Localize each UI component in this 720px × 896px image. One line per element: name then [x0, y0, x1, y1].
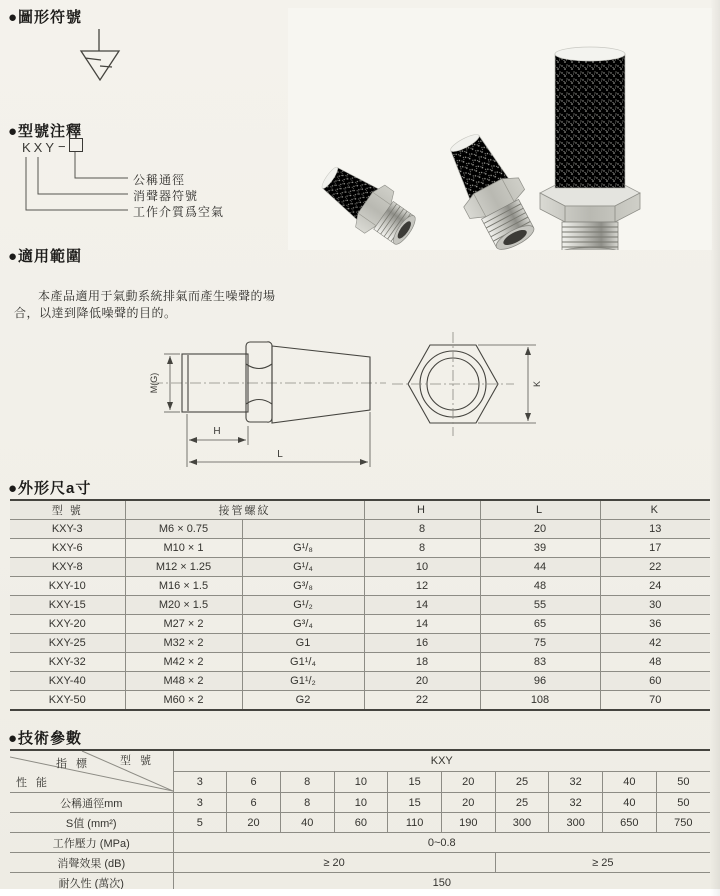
cell-thread-g: G1¹/₂: [242, 672, 364, 691]
cell-model: KXY-50: [10, 691, 125, 711]
cell-k: 42: [600, 634, 710, 653]
tech-row-s-value: [10, 813, 710, 833]
cell-model: KXY-20: [10, 615, 125, 634]
dimension-drawing: [140, 330, 580, 478]
corner-label-performance: 性 能: [16, 777, 51, 789]
size-header: 8: [280, 772, 334, 793]
table-row: [10, 653, 710, 672]
size-header: 3: [173, 772, 227, 793]
cell-thread-g: G³/₄: [242, 615, 364, 634]
cell-thread-g: G2: [242, 691, 364, 711]
cell-value: 25: [495, 793, 549, 813]
cell-l: 44: [480, 558, 600, 577]
cell-value: 300: [549, 813, 603, 833]
cell-noise-a: ≥ 20: [173, 853, 495, 873]
cell-k: 13: [600, 520, 710, 539]
cell-h: 14: [364, 615, 480, 634]
size-header: 32: [549, 772, 603, 793]
cell-l: 96: [480, 672, 600, 691]
silencer-symbol-icon: [55, 28, 147, 90]
cell-durability: 150: [173, 873, 710, 894]
size-header: 6: [227, 772, 281, 793]
cell-model: KXY-10: [10, 577, 125, 596]
section-title-model-notation: ●型號注釋: [8, 123, 83, 140]
dim-label-h: H: [213, 426, 221, 437]
cell-thread-m: M16 × 1.5: [125, 577, 242, 596]
header-h: H: [364, 500, 480, 520]
corner-label-model: 型 號: [120, 755, 155, 767]
model-code: KXY: [22, 140, 58, 155]
cell-value: 300: [495, 813, 549, 833]
cell-h: 22: [364, 691, 480, 711]
cell-h: 8: [364, 520, 480, 539]
model-dash: −: [58, 139, 66, 154]
notation-label-medium: 工作介質爲空氣: [133, 205, 225, 219]
cell-k: 60: [600, 672, 710, 691]
dim-label-k: K: [532, 380, 542, 388]
cell-thread-g: G¹/₄: [242, 558, 364, 577]
series-header: KXY: [173, 750, 710, 772]
cell-value: 40: [603, 793, 657, 813]
notation-label-symbol: 消聲器符號: [133, 189, 199, 203]
row-label: 耐久性 (萬次): [10, 873, 173, 894]
cell-thread-m: M42 × 2: [125, 653, 242, 672]
table-row: [10, 577, 710, 596]
tech-header-row-1: [10, 750, 710, 772]
header-k: K: [600, 500, 710, 520]
side-view: [152, 342, 386, 423]
cell-value: 5: [173, 813, 227, 833]
cell-k: 24: [600, 577, 710, 596]
page-bottom-margin: [0, 889, 720, 896]
cell-thread-g: G1: [242, 634, 364, 653]
cell-pressure-range: 0~0.8: [173, 833, 710, 853]
cell-thread-g: [242, 520, 364, 539]
cell-value: 40: [280, 813, 334, 833]
cell-model: KXY-40: [10, 672, 125, 691]
dim-label-l: L: [277, 449, 283, 460]
cell-thread-m: M48 × 2: [125, 672, 242, 691]
tech-row-pressure: [10, 833, 710, 853]
cell-l: 83: [480, 653, 600, 672]
cell-thread-m: M6 × 0.75: [125, 520, 242, 539]
cell-model: KXY-25: [10, 634, 125, 653]
cell-k: 30: [600, 596, 710, 615]
size-header: 10: [334, 772, 388, 793]
cell-k: 22: [600, 558, 710, 577]
cell-l: 75: [480, 634, 600, 653]
tech-row-noise: [10, 853, 710, 873]
table-row: [10, 558, 710, 577]
cell-model: KXY-32: [10, 653, 125, 672]
cell-l: 48: [480, 577, 600, 596]
cell-value: 650: [603, 813, 657, 833]
cell-l: 20: [480, 520, 600, 539]
notation-label-bore: 公稱通徑: [133, 173, 186, 187]
model-notation-diagram: [0, 135, 410, 227]
cell-k: 36: [600, 615, 710, 634]
cell-h: 14: [364, 596, 480, 615]
cell-h: 16: [364, 634, 480, 653]
application-range-text: 本產品適用于氣動系統排氣而產生噪聲的場合，以達到降低噪聲的目的。: [14, 289, 276, 320]
table-row: [10, 615, 710, 634]
size-header: 20: [441, 772, 495, 793]
cell-thread-m: M60 × 2: [125, 691, 242, 711]
row-label: 工作壓力 (MPa): [10, 833, 173, 853]
corner-header-cell: [10, 750, 173, 793]
cell-thread-m: M27 × 2: [125, 615, 242, 634]
row-label: 公稱通徑mm: [10, 793, 173, 813]
cell-thread-g: G1¹/₄: [242, 653, 364, 672]
section-title-application-range: ●適用範圍: [8, 248, 83, 265]
tech-row-bore: [10, 793, 710, 813]
dim-label-mg: M(G): [149, 372, 159, 394]
cell-l: 55: [480, 596, 600, 615]
dimensions-table: [10, 499, 710, 711]
row-label: 消聲效果 (dB): [10, 853, 173, 873]
header-model: 型 號: [10, 500, 125, 520]
header-l: L: [480, 500, 600, 520]
cell-value: 32: [549, 793, 603, 813]
cell-thread-m: M12 × 1.25: [125, 558, 242, 577]
cell-value: 20: [441, 793, 495, 813]
cell-noise-b: ≥ 25: [495, 853, 710, 873]
header-thread: 接管螺紋: [125, 500, 364, 520]
section-title-tech-params: ●技術參數: [8, 730, 83, 747]
cell-model: KXY-8: [10, 558, 125, 577]
cell-value: 3: [173, 793, 227, 813]
table-row: [10, 539, 710, 558]
cell-value: 6: [227, 793, 281, 813]
cell-model: KXY-6: [10, 539, 125, 558]
cell-value: 60: [334, 813, 388, 833]
cell-value: 190: [441, 813, 495, 833]
dim-header-row: [10, 500, 710, 520]
cell-value: 50: [656, 793, 710, 813]
cell-l: 65: [480, 615, 600, 634]
table-row: [10, 596, 710, 615]
cell-model: KXY-15: [10, 596, 125, 615]
section-title-dimensions: ●外形尺a寸: [8, 480, 92, 497]
row-label: S值 (mm²): [10, 813, 173, 833]
size-header: 50: [656, 772, 710, 793]
cell-h: 18: [364, 653, 480, 672]
cell-thread-g: G¹/₈: [242, 539, 364, 558]
cell-k: 48: [600, 653, 710, 672]
cell-k: 17: [600, 539, 710, 558]
size-header: 40: [603, 772, 657, 793]
table-row: [10, 691, 710, 711]
cell-thread-m: M10 × 1: [125, 539, 242, 558]
dim-h: [187, 414, 248, 467]
size-header: 25: [495, 772, 549, 793]
cell-h: 8: [364, 539, 480, 558]
table-row: [10, 672, 710, 691]
size-header: 15: [388, 772, 442, 793]
table-row: [10, 520, 710, 539]
cell-thread-g: G³/₈: [242, 577, 364, 596]
cell-value: 110: [388, 813, 442, 833]
hex-view: [392, 332, 514, 436]
cell-h: 10: [364, 558, 480, 577]
cell-model: KXY-3: [10, 520, 125, 539]
cell-h: 12: [364, 577, 480, 596]
cell-l: 39: [480, 539, 600, 558]
cell-k: 70: [600, 691, 710, 711]
section-title-graphic-symbol: ●圖形符號: [8, 9, 83, 26]
cell-value: 15: [388, 793, 442, 813]
table-row: [10, 634, 710, 653]
corner-label-index: 指 標: [56, 758, 91, 770]
cell-value: 10: [334, 793, 388, 813]
cell-thread-g: G¹/₂: [242, 596, 364, 615]
cell-value: 20: [227, 813, 281, 833]
cell-thread-m: M32 × 2: [125, 634, 242, 653]
cell-thread-m: M20 × 1.5: [125, 596, 242, 615]
cell-value: 750: [656, 813, 710, 833]
cell-value: 8: [280, 793, 334, 813]
cell-l: 108: [480, 691, 600, 711]
tech-params-table: [10, 749, 710, 894]
cell-h: 20: [364, 672, 480, 691]
